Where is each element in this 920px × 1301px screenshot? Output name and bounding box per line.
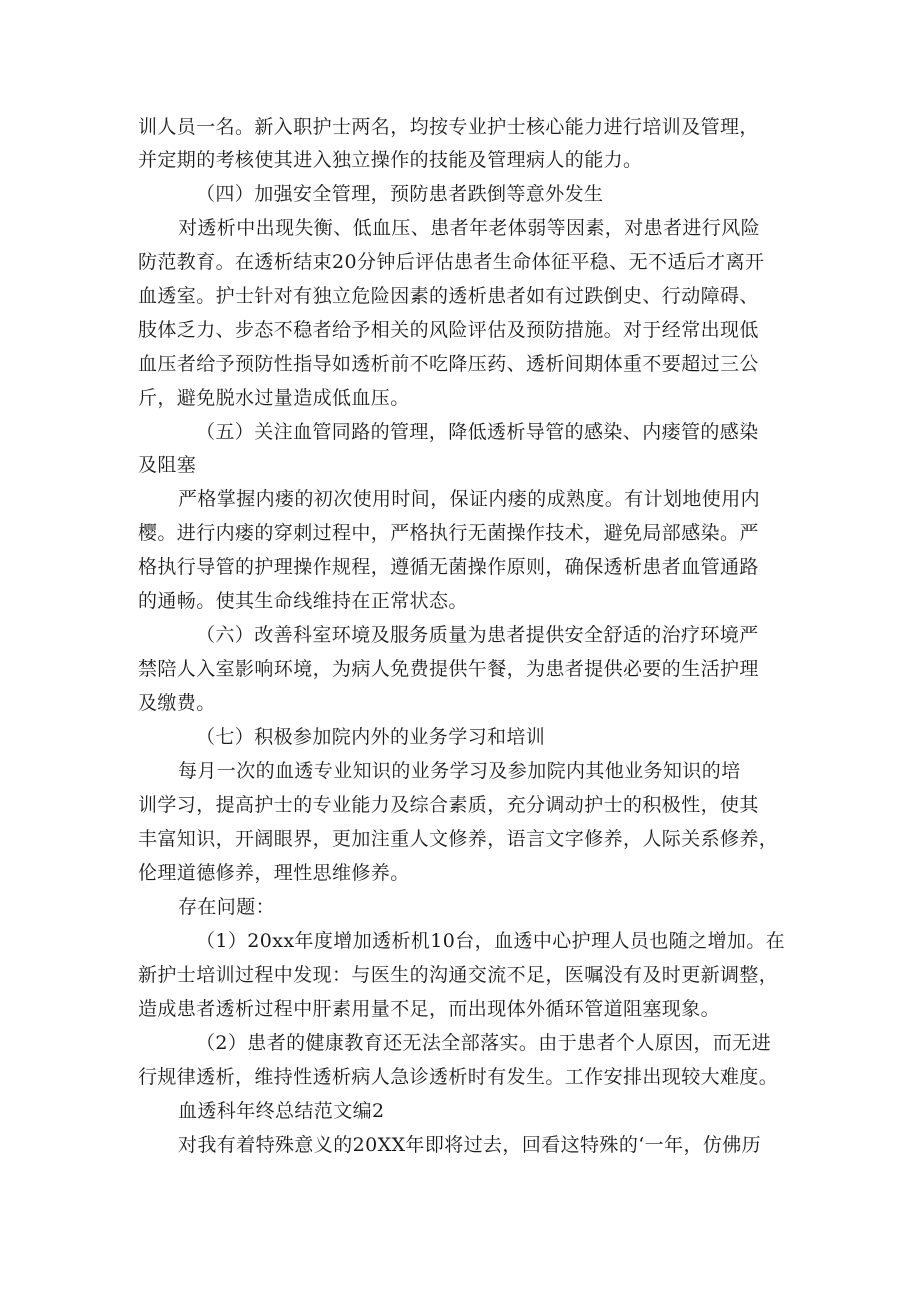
text-line: （2）患者的健康教育还无法全部落实。由于患者个人原因，而无进 — [196, 1032, 772, 1054]
section-heading: （四）加强安全管理，预防患者跌倒等意外发生 — [196, 183, 604, 205]
issues-heading: 存在问题： — [178, 896, 276, 918]
text-line: 对我有着特殊意义的20XX年即将过去，回看这特殊的‘一年，仿佛历 — [178, 1134, 762, 1156]
article-title: 血透科年终总结范文编2 — [178, 1100, 385, 1122]
text-line: 并定期的考核使其进入独立操作的技能及管理病人的能力。 — [138, 149, 643, 171]
text-line: 防范教育。在透析结束20分钟后评估患者生命体征平稳、无不适后才离开 — [138, 251, 765, 273]
text-line: 对透析中出现失衡、低血压、患者年老体弱等因素，对患者进行风险 — [178, 217, 761, 239]
text-line: 樱。进行内瘘的穿刺过程中，严格执行无菌操作技术，避免局部感染。严 — [138, 522, 759, 544]
text-line: 新护士培训过程中发现：与医生的沟通交流不足，医嘱没有及时更新调整， — [138, 964, 779, 986]
text-line: 血压者给予预防性指导如透析前不吃降压药、透析间期体重不要超过三公 — [138, 353, 759, 375]
text-line: 肢体乏力、步态不稳者给予相关的风险评估及预防措施。对于经常出现低 — [138, 319, 759, 341]
text-line: 每月一次的血透专业知识的业务学习及参加院内其他业务知识的培 — [178, 760, 741, 782]
text-line: 格执行导管的护理操作规程，遵循无菌操作原则，确保透析患者血管通路 — [138, 556, 759, 578]
text-line: 训学习，提高护士的专业能力及综合素质，充分调动护士的积极性，使其 — [138, 794, 759, 816]
text-line: 丰富知识，开阔眼界，更加注重人文修养，语言文字修养，人际关系修养， — [138, 828, 779, 850]
section-heading: （七）积极参加院内外的业务学习和培训 — [196, 726, 546, 748]
text-line: 及缴费。 — [138, 692, 216, 714]
section-heading-continuation: 及阻塞 — [138, 454, 197, 476]
text-line: 的通畅。使其生命线维持在正常状态。 — [138, 590, 468, 612]
text-line: 禁陪人入室影响环境，为病人免费提供午餐，为患者提供必要的生活护理 — [138, 658, 759, 680]
text-line: （1）20xx年度增加透析机10台，血透中心护理人员也随之增加。在 — [196, 930, 786, 952]
section-heading: （六）改善科室环境及服务质量为患者提供安全舒适的治疗环境严 — [196, 624, 759, 646]
text-line: 严格掌握内瘘的初次使用时间，保证内瘘的成熟度。有计划地使用内 — [178, 488, 761, 510]
text-line: 行规律透析，维持性透析病人急诊透析时有发生。工作安排出现较大难度。 — [138, 1066, 779, 1088]
text-line: 造成患者透析过程中肝素用量不足，而出现体外循环管道阻塞现象。 — [138, 998, 721, 1020]
section-heading: （五）关注血管同路的管理，降低透析导管的感染、内瘘管的感染 — [196, 421, 759, 443]
text-line: 斤，避免脱水过量造成低血压。 — [138, 387, 410, 409]
text-line: 伦理道德修养，理性思维修养。 — [138, 862, 410, 884]
text-line: 训人员一名。新入职护士两名，均按专业护士核心能力进行培训及管理， — [138, 116, 759, 138]
text-line: 血透室。护士针对有独立危险因素的透析患者如有过跌倒史、行动障碍、 — [138, 285, 759, 307]
